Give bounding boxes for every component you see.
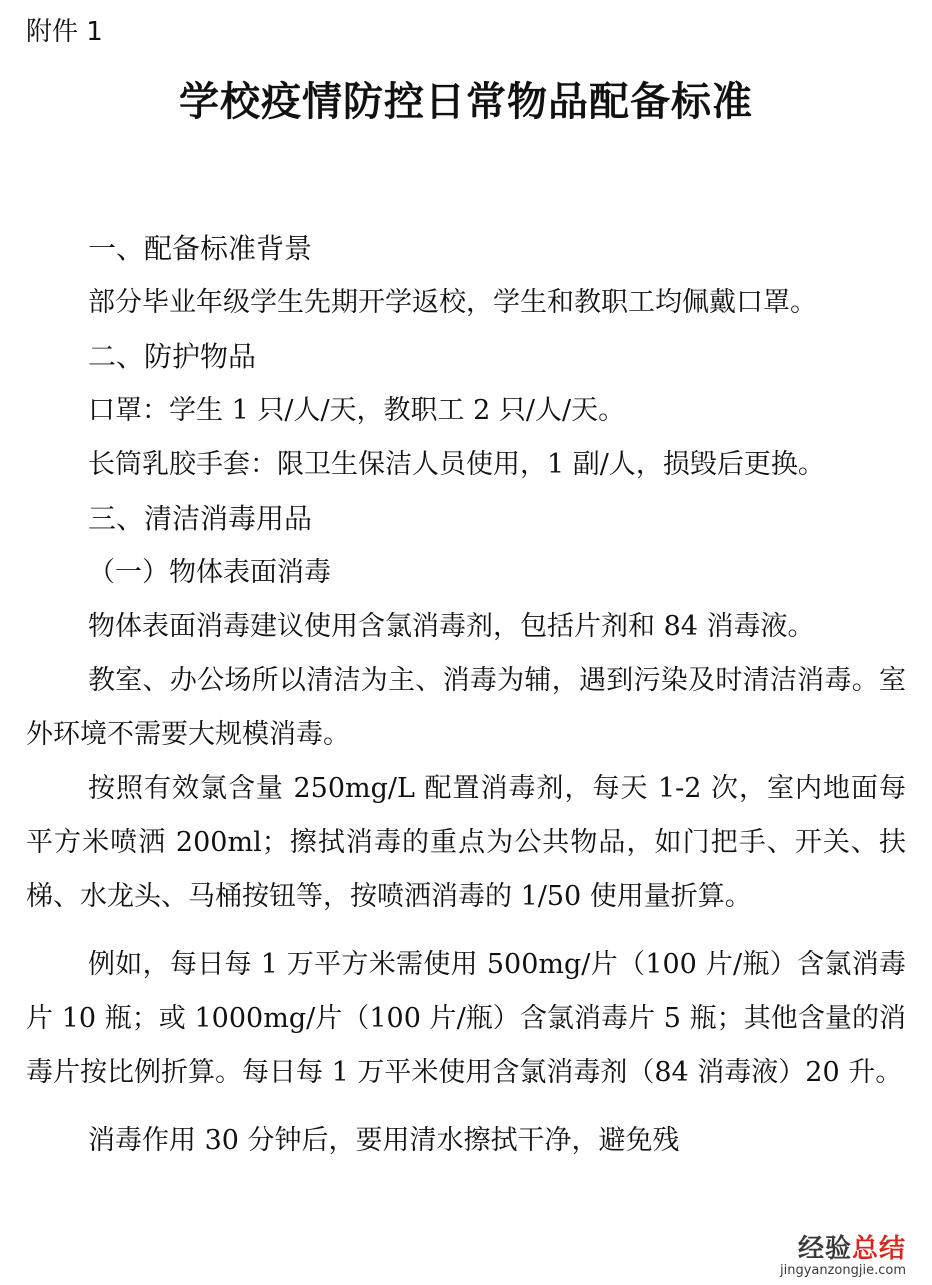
- paragraph-cleaning-principle: 教室、办公场所以清洁为主、消毒为辅，遇到污染及时清洁消毒。室外环境不需要大规模消毒。: [26, 665, 906, 750]
- watermark-logo-text: 经验总结: [797, 1234, 906, 1264]
- section-heading-protective-items: 二、防护物品: [88, 340, 257, 373]
- paragraph-disinfectant-type: 物体表面消毒建议使用含氯消毒剂，包括片剂和 84 消毒液。: [88, 611, 815, 642]
- paragraph-masks: 口罩：学生 1 只/人/天，教职工 2 只/人/天。: [88, 395, 626, 426]
- watermark-url: jingyanzongjie.com: [779, 1263, 906, 1278]
- paragraph-gloves: 长筒乳胶手套：限卫生保洁人员使用，1 副/人，损毁后更换。: [88, 449, 825, 480]
- section-heading-background: 一、配备标准背景: [88, 232, 313, 265]
- paragraph-example: 例如，每日每 1 万平方米需使用 500mg/片（100 片/瓶）含氯消毒片 10 瓶；或 1000mg/片（100 片/瓶）含氯消毒片 5 瓶；其他含量的消毒片按比例折算。每日每 1 万平米使用含氯消毒剂（84 消毒液）20 升。: [26, 949, 906, 1088]
- site-watermark: [780, 1236, 906, 1277]
- subheading-surface-disinfection: （一）物体表面消毒: [88, 557, 331, 588]
- paragraph-background: 部分毕业年级学生先期开学返校，学生和教职工均佩戴口罩。: [88, 287, 817, 318]
- paragraph-rinse: 消毒作用 30 分钟后，要用清水擦拭干净，避免残: [88, 1125, 680, 1156]
- document-body: [26, 222, 906, 1168]
- paragraph-dosage: 按照有效氯含量 250mg/L 配置消毒剂，每天 1-2 次，室内地面每平方米喷洒 200ml；擦拭消毒的重点为公共物品，如门把手、开关、扶梯、水龙头、马桶按钮等，按喷洒消毒的 1/50 使用量折算。: [26, 773, 906, 912]
- attachment-label: 附件 1: [26, 17, 103, 47]
- document-title: 学校疫情防控日常物品配备标准: [179, 78, 753, 125]
- section-heading-cleaning-supplies: 三、清洁消毒用品: [88, 502, 313, 535]
